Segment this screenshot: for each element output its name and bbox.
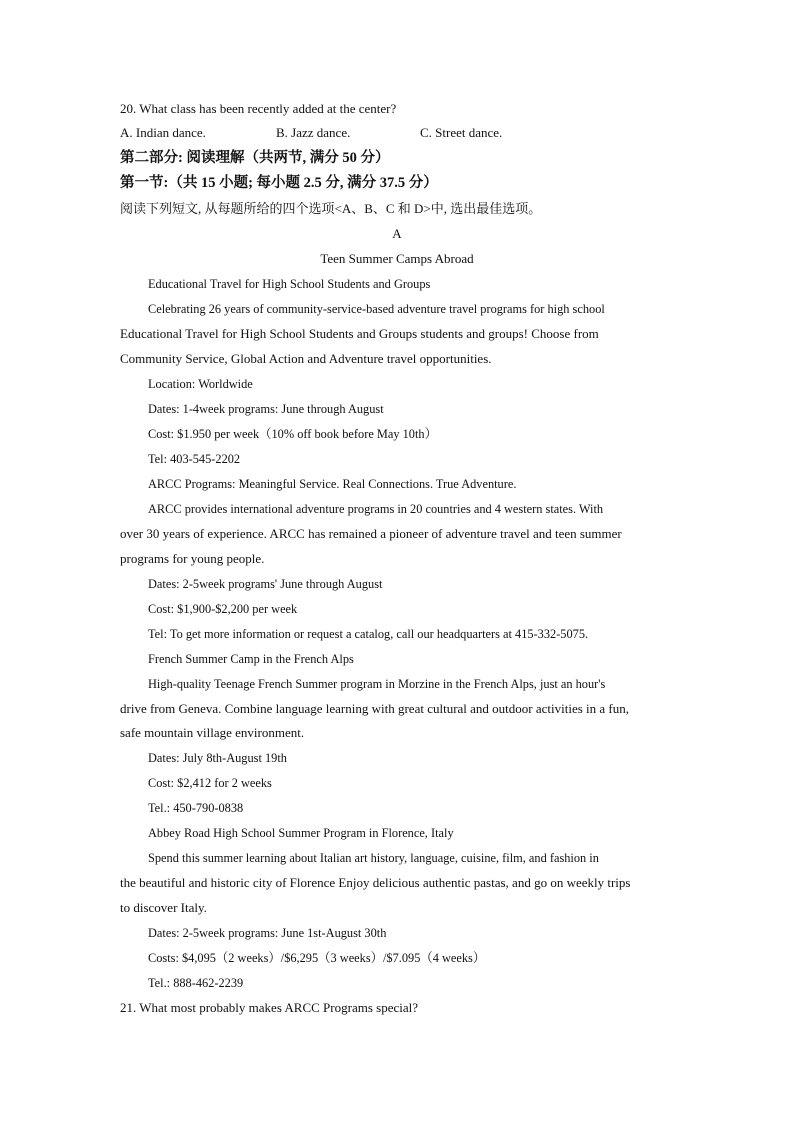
- passage-line: Dates: 2-5week programs: June 1st-August 30th: [148, 925, 387, 940]
- passage-line: Location: Worldwide: [148, 376, 253, 391]
- passage-line: the beautiful and historic city of Florence Enjoy delicious authentic pastas, and go on weekly trips: [120, 875, 631, 890]
- question-20-option-c: C. Street dance.: [420, 125, 503, 140]
- passage-line: French Summer Camp in the French Alps: [148, 651, 354, 666]
- question-20-option-a: A. Indian dance.: [120, 125, 206, 140]
- passage-line: over 30 years of experience. ARCC has remained a pioneer of adventure travel and teen summer: [120, 526, 622, 541]
- question-20-stem: 20. What class has been recently added at the center?: [120, 101, 397, 116]
- question-21-stem: 21. What most probably makes ARCC Programs special?: [120, 1000, 418, 1015]
- passage-line: safe mountain village environment.: [120, 725, 305, 740]
- passage-line: Abbey Road High School Summer Program in Florence, Italy: [148, 825, 454, 840]
- passage-line: Cost: $2,412 for 2 weeks: [148, 775, 272, 790]
- passage-line: Tel.: 450-790-0838: [148, 800, 244, 815]
- passage-line: Educational Travel for High School Students and Groups students and groups! Choose from: [120, 326, 599, 341]
- passage-line: to discover Italy.: [120, 900, 207, 915]
- passage-line: Cost: $1.950 per week（10% off book before May 10th）: [148, 426, 437, 441]
- passage-title: Teen Summer Camps Abroad: [320, 251, 474, 266]
- section-title: 第一节:（共 15 小题; 每小题 2.5 分, 满分 37.5 分）: [120, 175, 438, 191]
- question-20-option-b: B. Jazz dance.: [276, 125, 351, 140]
- passage-line: Spend this summer learning about Italian art history, language, cuisine, film, and fashion in: [148, 850, 599, 865]
- passage-line: Tel: 403-545-2202: [148, 451, 241, 466]
- passage-line: Celebrating 26 years of community-service-based adventure travel programs for high school: [148, 301, 605, 316]
- part-title: 第二部分: 阅读理解（共两节, 满分 50 分）: [120, 150, 390, 166]
- passage-letter: A: [392, 226, 402, 241]
- passage-line: ARCC Programs: Meaningful Service. Real Connections. True Adventure.: [148, 476, 517, 491]
- passage-line: Cost: $1,900-$2,200 per week: [148, 601, 298, 616]
- section-instruction: 阅读下列短文, 从每题所给的四个选项<A、B、C 和 D>中, 选出最佳选项。: [120, 201, 542, 216]
- passage-line: Dates: 2-5week programs' June through August: [148, 576, 383, 591]
- passage-line: drive from Geneva. Combine language learning with great cultural and outdoor activities in a fun,: [120, 701, 630, 716]
- passage-line: Tel.: 888-462-2239: [148, 975, 244, 990]
- passage-line: Community Service, Global Action and Adventure travel opportunities.: [120, 351, 492, 366]
- passage-line: Costs: $4,095（2 weeks）/$6,295（3 weeks）/$7.095（4 weeks）: [148, 950, 486, 965]
- passage-line: ARCC provides international adventure programs in 20 countries and 4 western states. With: [148, 501, 604, 516]
- passage-line: Educational Travel for High School Students and Groups: [148, 276, 431, 291]
- passage-line: Dates: 1-4week programs: June through August: [148, 401, 384, 416]
- passage-line: programs for young people.: [120, 551, 265, 566]
- passage-line: Tel: To get more information or request a catalog, call our headquarters at 415-332-5075.: [148, 626, 589, 641]
- passage-line: High-quality Teenage French Summer program in Morzine in the French Alps, just an hour's: [148, 676, 606, 691]
- passage-line: Dates: July 8th-August 19th: [148, 750, 287, 765]
